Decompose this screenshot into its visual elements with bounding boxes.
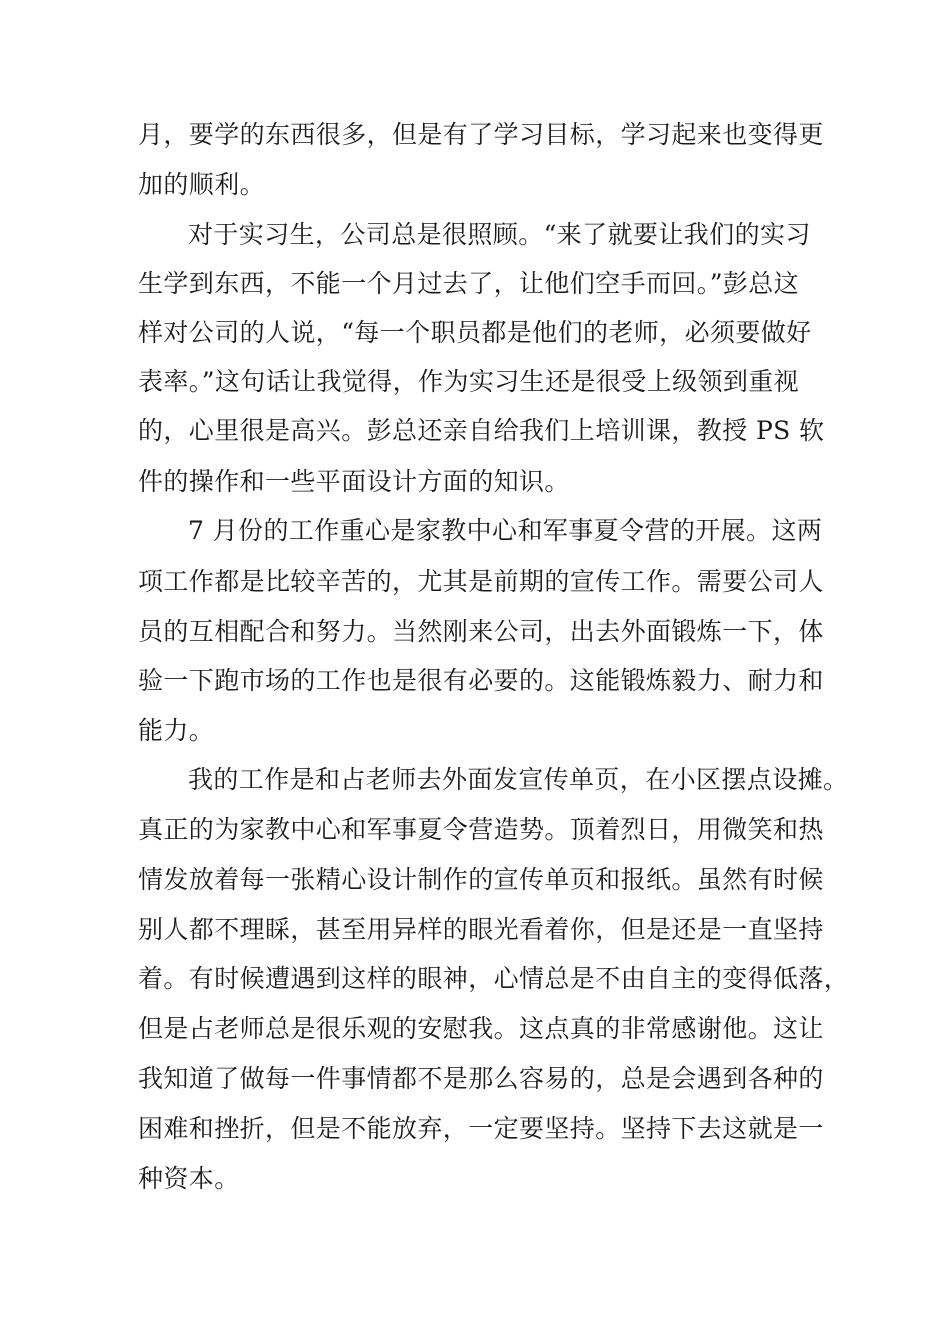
text-line: 我知道了做每一件事情都不是那么容易的，总是会遇到各种的 xyxy=(138,1064,824,1093)
text-line: 对于实习生，公司总是很照顾。“来了就要让我们的实习 xyxy=(188,220,811,249)
text-line: 但是占老师总是很乐观的安慰我。这点真的非常感谢他。这让 xyxy=(138,1014,824,1043)
text-line: 7 月份的工作重心是家教中心和军事夏令营的开展。这两 xyxy=(188,516,823,545)
text-line: 样对公司的人说，“每一个职员都是他们的老师，必须要做好 xyxy=(138,318,812,347)
text-line: 生学到东西，不能一个月过去了，让他们空手而回。”彭总这 xyxy=(138,269,800,298)
text-line: 别人都不理睬，甚至用异样的眼光看着你，但是还是一直坚持 xyxy=(138,915,824,944)
text-line: 能力。 xyxy=(138,716,215,745)
text-line: 的，心里很是高兴。彭总还亲自给我们上培训课，教授 PS 软 xyxy=(138,416,825,445)
text-line: 项工作都是比较辛苦的，尤其是前期的宣传工作。需要公司人 xyxy=(138,567,824,596)
text-line: 困难和挫折，但是不能放弃，一定要坚持。坚持下去这就是一 xyxy=(138,1114,824,1143)
text-line: 员的互相配合和努力。当然刚来公司，出去外面锻炼一下，体 xyxy=(138,617,824,646)
text-line: 验一下跑市场的工作也是很有必要的。这能锻炼毅力、耐力和 xyxy=(138,666,824,695)
text-line: 着。有时候遭遇到这样的眼神，心情总是不由自主的变得低落， xyxy=(138,964,850,993)
text-line: 真正的为家教中心和军事夏令营造势。顶着烈日，用微笑和热 xyxy=(138,815,824,844)
text-line: 情发放着每一张精心设计制作的宣传单页和报纸。虽然有时候 xyxy=(138,865,824,894)
text-line: 我的工作是和占老师去外面发宣传单页，在小区摆点设摊。 xyxy=(188,765,849,794)
text-line: 件的操作和一些平面设计方面的知识。 xyxy=(138,467,570,496)
text-line: 月，要学的东西很多，但是有了学习目标，学习起来也变得更 xyxy=(138,120,824,149)
text-line: 表率。”这句话让我觉得，作为实习生还是很受上级领到重视 xyxy=(138,367,800,396)
text-line: 种资本。 xyxy=(138,1164,240,1193)
text-line: 加的顺利。 xyxy=(138,170,266,199)
